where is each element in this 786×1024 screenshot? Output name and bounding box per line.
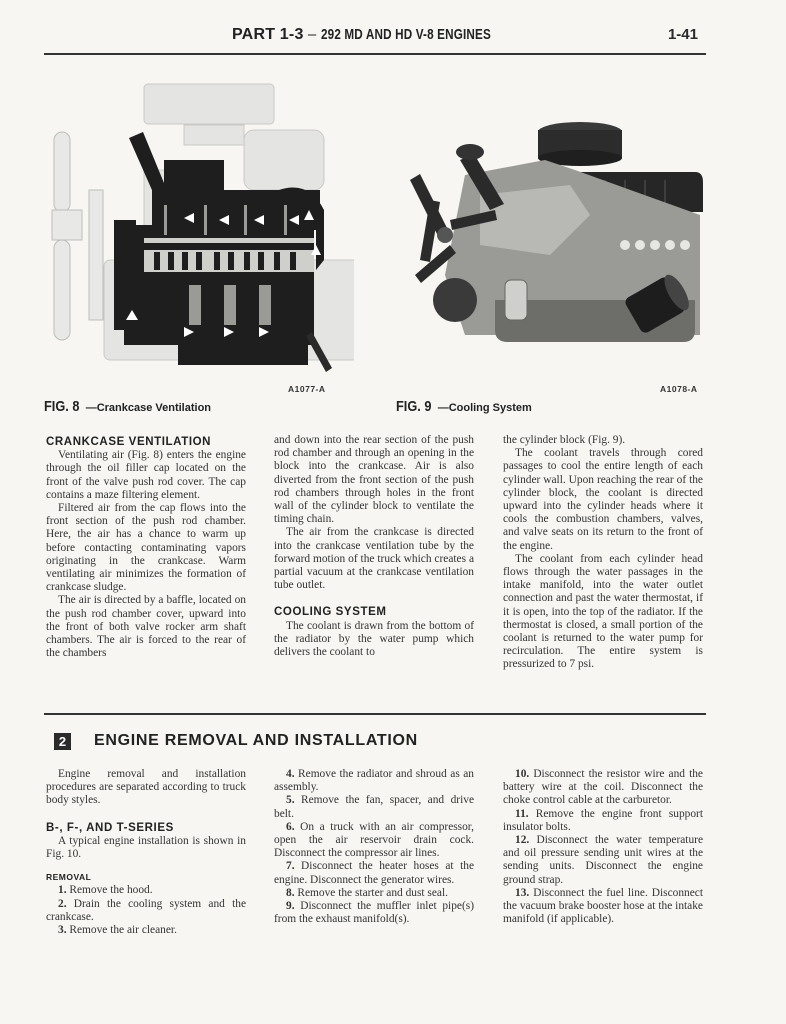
section-title: ENGINE REMOVAL AND INSTALLATION (94, 732, 418, 749)
step: 2. Drain the cooling system and the crankcase. (46, 897, 246, 923)
chapter-subtitle: 292 MD AND HD V-8 ENGINES (320, 26, 491, 43)
step: 11. Remove the engine front support insulator bolts. (503, 807, 703, 833)
step: 12. Disconnect the water temperature and oil pressure sending unit wires at the sending units. Disconnect the engine ground strap. (503, 834, 703, 886)
paragraph: A typical engine installation is shown in Fig. 10. (46, 834, 246, 861)
column-3-lower (503, 768, 703, 926)
header-rule (44, 53, 706, 55)
title-dash: – (303, 26, 321, 43)
step: 6. On a truck with an air compressor, open the air reservoir drain cock. Disconnect the compressor air lines. (274, 820, 474, 860)
paragraph: The air is directed by a baffle, located on the push rod chamber cover, upward into the front of both valve rocker arm shaft chambers. The air is forced to the rear of the chambers (46, 594, 246, 660)
fig8-caption (44, 398, 211, 416)
paragraph: The coolant is drawn from the bottom of the radiator by the water pump which delivers the coolant to (274, 619, 474, 659)
paragraph: The coolant from each cylinder head flows through the water passages in the intake manifold, into the water outlet connection and past the water thermostat, if it is open, into the top of the radiator. If the thermostat is closed, a small portion of the coolant is returned to the water pump for recirculation. The entire system is pressurized to 7 psi. (503, 552, 703, 671)
fig8-title: —Crankcase Ventilation (85, 402, 212, 414)
fig8-number: FIG. 8 (44, 398, 80, 415)
fig9-caption (396, 398, 532, 416)
column-1-lower (46, 768, 246, 937)
series-subheading: B-, F-, AND T-SERIES (46, 821, 174, 834)
column-2-upper (274, 434, 474, 659)
step: 9. Disconnect the muffler inlet pipe(s) from the exhaust manifold(s). (274, 900, 474, 926)
cooling-heading: COOLING SYSTEM (274, 606, 387, 619)
page-header (44, 22, 704, 54)
step: 10. Disconnect the resistor wire and the battery wire at the coil. Disconnect the choke control cable at the carburetor. (503, 768, 703, 807)
column-1-upper (46, 436, 246, 660)
removal-heading: REMOVAL (46, 872, 92, 883)
fig9-code: A1078-A (660, 384, 698, 394)
page-number: 1-41 (667, 26, 698, 43)
running-title (232, 26, 539, 44)
step: 8. Remove the starter and dust seal. (286, 886, 448, 899)
section-rule (44, 713, 706, 715)
section-number-badge: 2 (54, 733, 71, 750)
crankcase-heading: CRANKCASE VENTILATION (46, 436, 212, 448)
step: 13. Disconnect the fuel line. Disconnect the vacuum brake booster hose at the intake manifold (if applicable). (503, 886, 703, 926)
paragraph: The coolant travels through cored passages to cool the entire length of each cylinder wall. Upon reaching the rear of the cylinder block, the coolant is directed upward into the cylinder heads where it cools the combustion chambers, valves, and valve seats on its return to the front of the engine. (503, 447, 703, 552)
column-3-upper (503, 434, 703, 672)
paragraph: The air from the crankcase is directed into the crankcase ventilation tube by the forward motion of the truck which creates a partial vacuum at the crankcase ventilation tube outlet. (274, 526, 474, 592)
step: 5. Remove the fan, spacer, and drive belt. (274, 794, 474, 820)
fig9-title: —Cooling System (437, 402, 532, 414)
step: 4. Remove the radiator and shroud as an assembly. (274, 768, 474, 794)
fig8-crankcase-cutaway-illustration (44, 70, 354, 380)
fig9-number: FIG. 9 (396, 398, 432, 415)
fig9-cooling-system-engine-illustration (390, 100, 710, 370)
paragraph: Filtered air from the cap flows into the front section of the push rod chamber. Here, the air has a chance to warm up before contacting contaminating vapors originating in the crankcase. Warm ventilating air minimizes the formation of crankcase sludge. (46, 502, 246, 594)
step: 3. Remove the air cleaner. (58, 924, 177, 937)
step: 7. Disconnect the heater hoses at the engine. Disconnect the generator wires. (274, 860, 474, 886)
paragraph: and down into the rear section of the push rod chamber and through an opening in the block into the crankcase. Air is also diverted from the front section of the push rod chambers through holes in the front wall of the cylinder block to ventilate the timing chain. (274, 434, 474, 526)
part-label: PART 1-3 (232, 26, 304, 43)
paragraph: the cylinder block (Fig. 9). (503, 434, 626, 446)
column-2-lower (274, 768, 474, 926)
paragraph: Ventilating air (Fig. 8) enters the engine through the oil filler cap located on the front of the valve push rod cover. The cap contains a maze filtering element. (46, 449, 246, 501)
paragraph: Engine removal and installation procedures are separated according to truck body styles. (46, 768, 246, 807)
step: 1. Remove the hood. (58, 884, 153, 897)
fig8-code: A1077-A (288, 384, 326, 394)
